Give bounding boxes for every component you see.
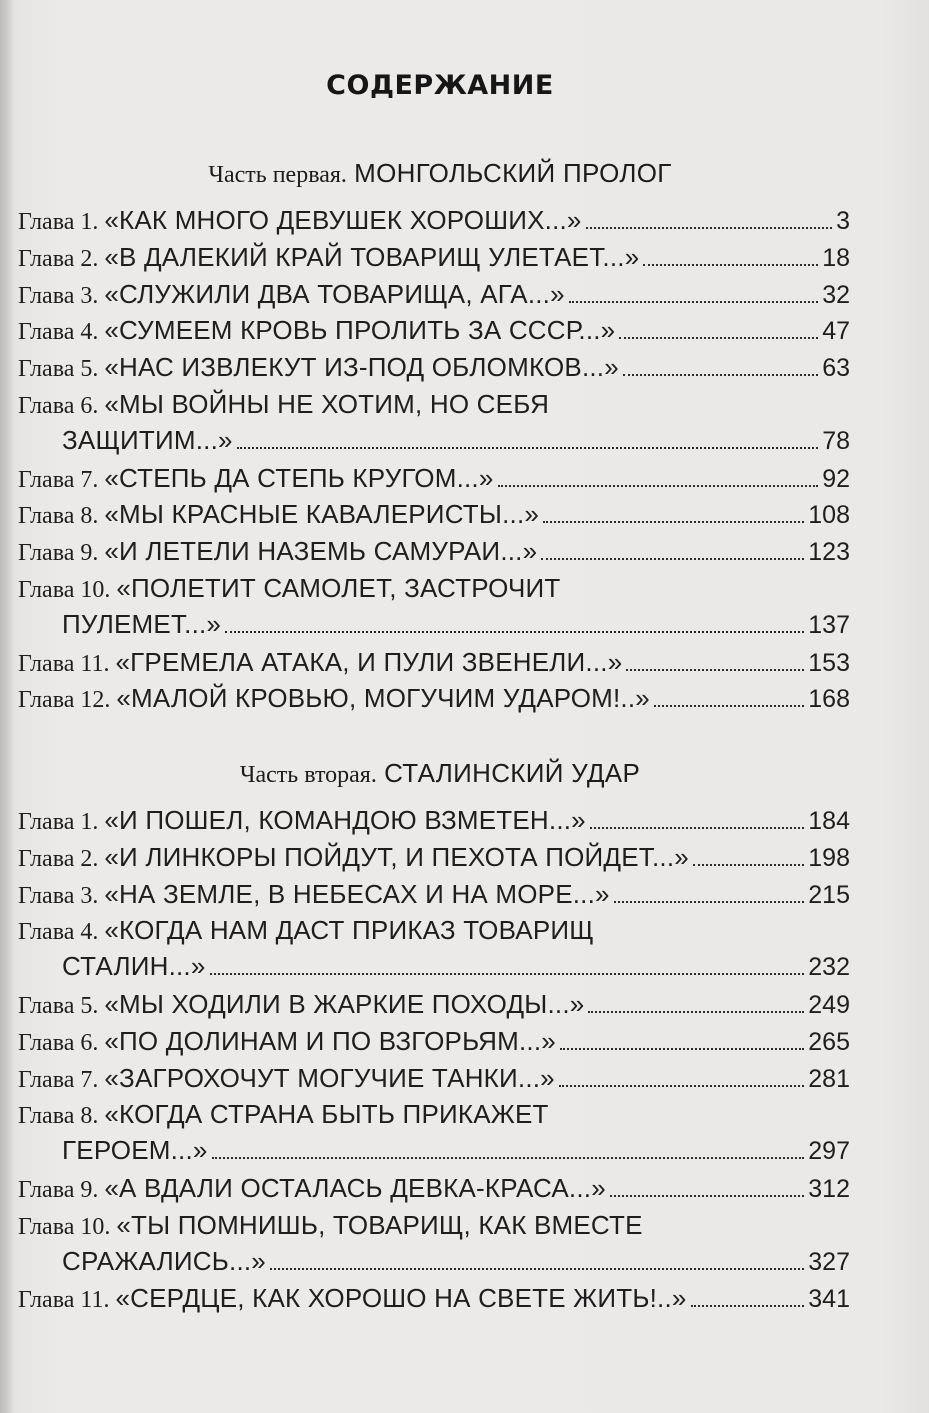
entry-line: [18, 571, 850, 607]
page-number: 232: [808, 953, 850, 982]
chapter-title: «ПО ДОЛИНАМ И ПО ВЗГОРЬЯМ...»: [104, 1025, 556, 1056]
entry-line: [18, 497, 850, 533]
chapter-number: Глава 2.: [18, 845, 99, 872]
page-number: 18: [822, 243, 850, 272]
entry-line: [18, 277, 850, 313]
chapter-number: Глава 7.: [18, 1066, 99, 1093]
chapter-number: Глава 5.: [18, 356, 99, 383]
chapter-number: Глава 9.: [18, 1177, 99, 1203]
entry-line: [18, 350, 850, 386]
dot-leader: [614, 901, 805, 903]
page-number: 198: [808, 843, 850, 872]
chapter-title: «ЗАГРОХОЧУТ МОГУЧИЕ ТАНКИ...»: [104, 1062, 555, 1093]
chapter-title: «В ДАЛЕКИЙ КРАЙ ТОВАРИЩ УЛЕТАЕТ...»: [104, 241, 640, 272]
entry-line: [18, 534, 850, 570]
dot-leader: [498, 485, 819, 487]
entry-line: [18, 1208, 850, 1244]
dot-leader: [626, 669, 804, 671]
toc-entry[interactable]: [18, 803, 850, 839]
dot-leader: [225, 631, 804, 633]
toc-entry[interactable]: [18, 350, 850, 386]
toc-entry[interactable]: [18, 681, 850, 717]
chapter-number: Глава 11.: [18, 1287, 110, 1314]
toc-entry[interactable]: [18, 1171, 850, 1207]
page-number: 341: [808, 1285, 850, 1314]
chapter-number: Глава 10.: [18, 577, 111, 603]
chapter-title: СТАЛИН...»: [62, 951, 206, 982]
chapter-number: Глава 1.: [18, 809, 99, 835]
page-number: 215: [808, 880, 850, 909]
part-label: Часть первая.: [208, 162, 347, 188]
chapter-title: «А ВДАЛИ ОСТАЛАСЬ ДЕВКА-КРАСА...»: [104, 1173, 606, 1203]
page-number: 32: [822, 280, 850, 309]
chapter-title: «ТЫ ПОМНИШЬ, ТОВАРИЩ, КАК ВМЕСТЕ: [116, 1209, 643, 1240]
entry-line: [18, 987, 850, 1023]
chapter-title: «НАС ИЗВЛЕКУТ ИЗ-ПОД ОБЛОМКОВ...»: [104, 352, 619, 383]
toc-entry[interactable]: [18, 313, 850, 349]
entry-line: [18, 913, 850, 949]
chapter-number: Глава 8.: [18, 503, 99, 530]
toc-entry[interactable]: [18, 461, 850, 497]
chapter-title: «ПОЛЕТИТ САМОЛЕТ, ЗАСТРОЧИТ: [116, 573, 561, 603]
toc-entry[interactable]: [18, 1024, 850, 1060]
toc-entry[interactable]: [18, 497, 850, 533]
toc-entry[interactable]: [18, 840, 850, 876]
entry-line: [18, 1171, 850, 1207]
dot-leader: [693, 864, 804, 866]
entry-line: [18, 1281, 850, 1317]
dot-leader: [691, 1305, 805, 1307]
entry-continuation-line: [18, 423, 850, 459]
entry-continuation-line: [18, 607, 850, 643]
chapter-title: ЗАЩИТИМ...»: [62, 425, 233, 455]
page-number: 137: [808, 611, 850, 639]
toc-entry[interactable]: [18, 571, 850, 643]
dot-leader: [237, 447, 819, 449]
chapter-title: «СУМЕЕМ КРОВЬ ПРОЛИТЬ ЗА СССР...»: [104, 315, 616, 346]
chapter-number: Глава 8.: [18, 1103, 99, 1130]
chapter-title: «И ЛИНКОРЫ ПОЙДУТ, И ПЕХОТА ПОЙДЕТ...»: [104, 841, 689, 872]
chapter-number: Глава 1.: [18, 209, 99, 235]
page-number: 63: [822, 354, 850, 383]
toc-entry[interactable]: [18, 1208, 850, 1280]
chapter-title: ГЕРОЕМ...»: [62, 1135, 208, 1166]
page-number: 108: [808, 501, 850, 530]
page-title: СОДЕРЖАНИЕ: [326, 70, 554, 101]
chapter-title: «НА ЗЕМЛЕ, В НЕБЕСАХ И НА МОРЕ...»: [104, 878, 610, 909]
dot-leader: [541, 558, 804, 560]
dot-leader: [643, 264, 818, 266]
page-number: 92: [822, 464, 850, 493]
entry-continuation-line: [18, 949, 850, 985]
entry-line: [18, 203, 850, 239]
entry-line: [18, 1061, 850, 1097]
part-name: СТАЛИНСКИЙ УДАР: [384, 758, 641, 788]
part-heading: [0, 758, 880, 789]
page-number: 47: [822, 317, 850, 346]
page-number: 123: [808, 538, 850, 567]
page-number: 153: [808, 648, 850, 677]
toc-entry[interactable]: [18, 534, 850, 570]
entry-line: [18, 240, 850, 276]
entry-line: [18, 645, 850, 681]
chapter-number: Глава 3.: [18, 282, 99, 309]
entry-line: [18, 1097, 850, 1133]
entry-line: [18, 803, 850, 839]
dot-leader: [270, 1268, 804, 1270]
entry-line: [18, 681, 850, 717]
spine-shadow: [0, 0, 14, 1413]
dot-leader: [559, 1085, 804, 1087]
dot-leader: [588, 1011, 804, 1013]
toc-entry[interactable]: [18, 387, 850, 459]
chapter-title: «МЫ КРАСНЫЕ КАВАЛЕРИСТЫ...»: [104, 499, 540, 530]
chapter-title: «ГРЕМЕЛА АТАКА, И ПУЛИ ЗВЕНЕЛИ...»: [115, 646, 623, 677]
toc-entry[interactable]: [18, 645, 850, 681]
part-heading: [0, 158, 880, 189]
page-number: 184: [808, 807, 850, 835]
part-name: МОНГОЛЬСКИЙ ПРОЛОГ: [354, 158, 672, 188]
page-number: 249: [808, 991, 850, 1019]
page-number: 327: [808, 1247, 850, 1276]
dot-leader: [210, 973, 805, 975]
entry-continuation-line: [18, 1244, 850, 1280]
entry-continuation-line: [18, 1133, 850, 1169]
chapter-title: «КОГДА НАМ ДАСТ ПРИКАЗ ТОВАРИЩ: [104, 915, 594, 946]
chapter-number: Глава 3.: [18, 882, 99, 909]
dot-leader: [212, 1157, 805, 1159]
chapter-number: Глава 2.: [18, 245, 99, 272]
entry-line: [18, 387, 850, 423]
part-label: Часть вторая.: [239, 762, 377, 788]
dot-leader: [590, 827, 804, 829]
dot-leader: [560, 1048, 804, 1050]
chapter-number: Глава 11.: [18, 650, 110, 677]
dot-leader: [543, 521, 804, 523]
dot-leader: [623, 374, 818, 376]
dot-leader: [586, 227, 833, 229]
page-number: 281: [808, 1064, 850, 1093]
chapter-number: Глава 4.: [18, 919, 99, 946]
chapter-number: Глава 12.: [18, 687, 111, 714]
chapter-title: «КОГДА СТРАНА БЫТЬ ПРИКАЖЕТ: [104, 1099, 549, 1130]
toc-entry[interactable]: [18, 913, 850, 985]
page-number: 297: [808, 1137, 850, 1166]
chapter-title: ПУЛЕМЕТ...»: [62, 609, 222, 639]
chapter-number: Глава 6.: [18, 393, 99, 419]
chapter-number: Глава 5.: [18, 993, 99, 1019]
chapter-title: «МЫ ХОДИЛИ В ЖАРКИЕ ПОХОДЫ...»: [104, 989, 585, 1019]
page-number: 312: [808, 1175, 850, 1203]
page-number: 78: [822, 427, 850, 455]
chapter-title: «И ПОШЕЛ, КОМАНДОЮ ВЗМЕТЕН...»: [104, 805, 586, 835]
chapter-number: Глава 4.: [18, 319, 99, 346]
page-number: 265: [808, 1027, 850, 1056]
chapter-number: Глава 6.: [18, 1029, 99, 1056]
toc-entry[interactable]: [18, 1281, 850, 1317]
chapter-number: Глава 10.: [18, 1213, 111, 1240]
dot-leader: [569, 301, 818, 303]
toc-entry[interactable]: [18, 203, 850, 239]
entry-line: [18, 313, 850, 349]
chapter-title: СРАЖАЛИСЬ...»: [62, 1245, 266, 1276]
toc-entry[interactable]: [18, 1061, 850, 1097]
chapter-title: «КАК МНОГО ДЕВУШЕК ХОРОШИХ...»: [104, 205, 582, 235]
page-number: 3: [836, 207, 850, 235]
chapter-title: «МЫ ВОЙНЫ НЕ ХОТИМ, НО СЕБЯ: [104, 389, 550, 419]
toc-entry[interactable]: [18, 1097, 850, 1169]
chapter-title: «МАЛОЙ КРОВЬЮ, МОГУЧИМ УДАРОМ!..»: [116, 683, 650, 714]
chapter-number: Глава 9.: [18, 540, 99, 567]
entry-line: [18, 461, 850, 497]
toc-entry[interactable]: [18, 877, 850, 913]
dot-leader: [610, 1195, 804, 1197]
chapter-title: «СЕРДЦЕ, КАК ХОРОШО НА СВЕТЕ ЖИТЬ!..»: [115, 1283, 687, 1314]
dot-leader: [619, 337, 818, 339]
dot-leader: [654, 705, 804, 707]
toc-entry[interactable]: [18, 987, 850, 1023]
entry-line: [18, 877, 850, 913]
entry-line: [18, 840, 850, 876]
chapter-title: «И ЛЕТЕЛИ НАЗЕМЬ САМУРАИ...»: [104, 536, 538, 567]
chapter-title: «СТЕПЬ ДА СТЕПЬ КРУГОМ...»: [104, 462, 494, 493]
entry-line: [18, 1024, 850, 1060]
toc-entry[interactable]: [18, 277, 850, 313]
page-number: 168: [808, 685, 850, 714]
toc-entry[interactable]: [18, 240, 850, 276]
chapter-title: «СЛУЖИЛИ ДВА ТОВАРИЩА, АГА...»: [104, 278, 565, 309]
chapter-number: Глава 7.: [18, 466, 99, 493]
